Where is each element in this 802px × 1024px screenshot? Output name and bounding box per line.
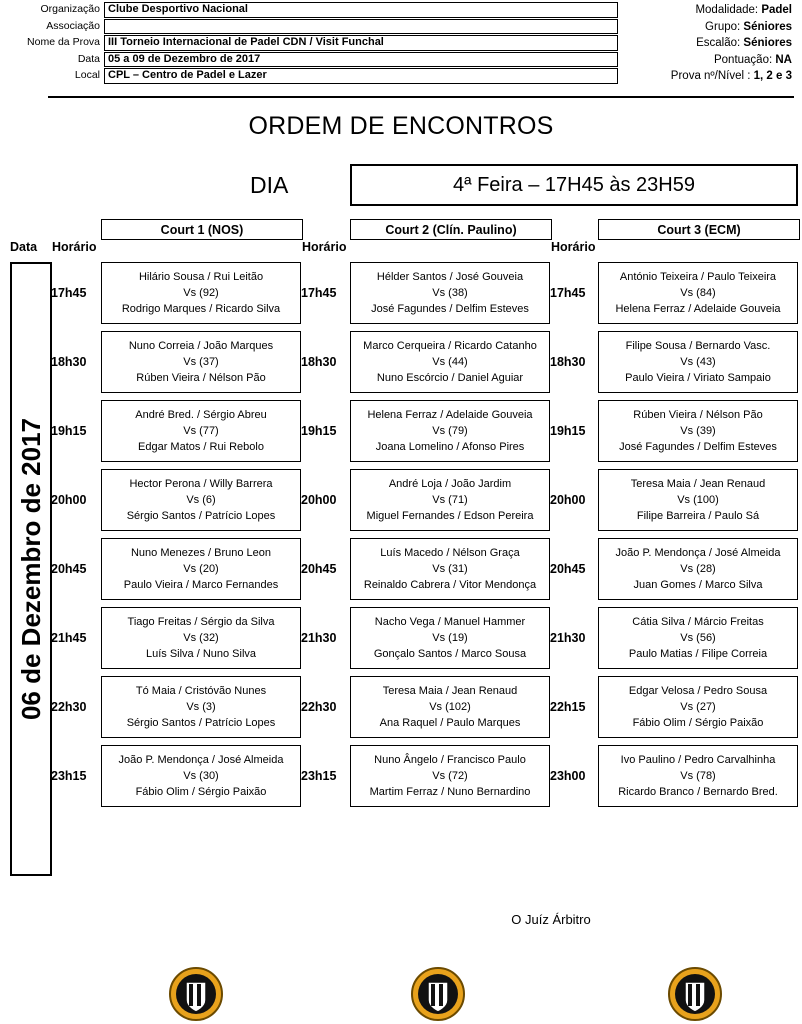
header-meta-prova-nivel — [612, 68, 792, 85]
header-meta — [612, 2, 792, 85]
match-vs: Vs (28) — [680, 563, 716, 575]
time-cell: 19h15 — [301, 424, 337, 438]
match-team2: José Fagundes / Delfim Esteves — [371, 303, 529, 315]
header-field-local — [8, 68, 618, 84]
match-cell — [598, 538, 798, 600]
header-field-data — [8, 52, 618, 68]
match-team1: Hélder Santos / José Gouveia — [376, 271, 524, 283]
header-meta-escalao — [612, 35, 792, 52]
match-team1: André Loja / João Jardim — [388, 478, 512, 490]
match-team2: Reinaldo Cabrera / Vitor Mendonça — [363, 579, 537, 591]
match-team2: Paulo Vieira / Marco Fernandes — [123, 579, 279, 591]
time-cell: 19h15 — [550, 424, 586, 438]
header-meta-label-prova-nivel: Prova nº/Nível : — [670, 70, 751, 82]
match-team1: Cátia Silva / Márcio Freitas — [632, 616, 764, 628]
match-cell — [101, 400, 301, 462]
header-fields — [8, 2, 618, 85]
match-vs: Vs (78) — [680, 770, 716, 782]
match-team1: Hilário Sousa / Rui Leitão — [138, 271, 264, 283]
match-cell — [101, 745, 301, 807]
match-cell — [101, 331, 301, 393]
match-cell — [598, 262, 798, 324]
match-team2: Paulo Vieira / Viriato Sampaio — [625, 372, 771, 384]
match-vs: Vs (77) — [183, 425, 219, 437]
match-cell — [350, 676, 550, 738]
time-cell: 20h45 — [51, 562, 87, 576]
header-label-data: Data — [77, 52, 100, 65]
match-vs: Vs (19) — [432, 632, 468, 644]
time-column-2 — [301, 262, 345, 814]
time-cell: 22h15 — [550, 700, 586, 714]
signature-label: O Juíz Árbitro — [511, 912, 591, 927]
match-vs: Vs (102) — [429, 701, 471, 713]
match-cell — [598, 469, 798, 531]
match-team1: Edgar Velosa / Pedro Sousa — [628, 685, 768, 697]
header-value-nome-prova: III Torneio Internacional de Padel CDN / Visit Funchal — [104, 35, 618, 51]
match-vs: Vs (92) — [183, 287, 219, 299]
time-column-3 — [550, 262, 594, 814]
header-value-associacao — [104, 19, 618, 35]
match-team2: Joana Lomelino / Afonso Pires — [375, 441, 525, 453]
match-team1: Filipe Sousa / Bernardo Vasc. — [625, 340, 771, 352]
match-team2: Fábio Olim / Sérgio Paixão — [135, 786, 267, 798]
match-team1: Helena Ferraz / Adelaide Gouveia — [367, 409, 533, 421]
match-team2: Sérgio Santos / Patrício Lopes — [126, 717, 276, 729]
match-team2: Rodrigo Marques / Ricardo Silva — [121, 303, 281, 315]
header-label-organizacao: Organização — [40, 3, 100, 15]
time-cell: 20h45 — [301, 562, 337, 576]
match-vs: Vs (72) — [432, 770, 468, 782]
header-label-associacao: Associação — [46, 19, 100, 32]
match-team1: Tiago Freitas / Sérgio da Silva — [127, 616, 275, 628]
match-team2: Fábio Olim / Sérgio Paixão — [632, 717, 764, 729]
match-vs: Vs (38) — [432, 287, 468, 299]
header-meta-value-prova-nivel: 1, 2 e 3 — [753, 70, 792, 82]
match-team2: Miguel Fernandes / Edson Pereira — [366, 510, 534, 522]
match-team2: Edgar Matos / Rui Rebolo — [138, 441, 264, 453]
header-meta-label-escalao: Escalão: — [696, 37, 741, 49]
match-team1: Nacho Vega / Manuel Hammer — [374, 616, 526, 628]
match-team1: Nuno Ângelo / Francisco Paulo — [374, 754, 526, 766]
match-team1: António Teixeira / Paulo Teixeira — [619, 271, 777, 283]
match-team1: Nuno Menezes / Bruno Leon — [130, 547, 272, 559]
court-header-1: Court 1 (NOS) — [101, 219, 303, 240]
match-vs: Vs (3) — [186, 701, 216, 713]
match-vs: Vs (43) — [680, 356, 716, 368]
match-cell — [350, 538, 550, 600]
time-cell: 20h00 — [301, 493, 337, 507]
time-cell: 22h30 — [301, 700, 337, 714]
match-vs: Vs (37) — [183, 356, 219, 368]
document-header — [0, 0, 802, 100]
time-cell: 22h30 — [51, 700, 87, 714]
match-vs: Vs (56) — [680, 632, 716, 644]
match-vs: Vs (32) — [183, 632, 219, 644]
header-meta-pontuacao — [612, 52, 792, 69]
time-cell: 23h15 — [51, 769, 87, 783]
header-field-associacao — [8, 19, 618, 35]
date-column — [10, 262, 52, 876]
match-team1: João P. Mendonça / José Almeida — [118, 754, 284, 766]
time-cell: 19h15 — [51, 424, 87, 438]
match-team1: Hector Perona / Willy Barrera — [129, 478, 273, 490]
club-crest-icon — [168, 966, 224, 1022]
time-cell: 18h30 — [301, 355, 337, 369]
match-team1: Teresa Maia / Jean Renaud — [630, 478, 766, 490]
match-column-2 — [350, 262, 550, 814]
match-vs: Vs (44) — [432, 356, 468, 368]
match-vs: Vs (20) — [183, 563, 219, 575]
time-column-1 — [51, 262, 95, 814]
match-team1: Rúben Vieira / Nélson Pão — [633, 409, 763, 421]
header-meta-label-grupo: Grupo: — [705, 20, 741, 33]
header-meta-grupo — [612, 19, 792, 36]
time-cell: 18h30 — [51, 355, 87, 369]
match-team1: Nuno Correia / João Marques — [128, 340, 274, 352]
header-meta-value-pontuacao: NA — [775, 53, 792, 66]
match-team2: Filipe Barreira / Paulo Sá — [636, 510, 760, 522]
time-cell: 21h30 — [550, 631, 586, 645]
time-cell: 20h00 — [51, 493, 87, 507]
court-header-2: Court 2 (Clín. Paulino) — [350, 219, 552, 240]
match-cell — [598, 400, 798, 462]
header-meta-label-pontuacao: Pontuação: — [713, 53, 773, 66]
time-cell: 17h45 — [550, 286, 586, 300]
match-team1: André Bred. / Sérgio Abreu — [135, 409, 267, 421]
court-header-3: Court 3 (ECM) — [598, 219, 800, 240]
header-meta-value-escalao: Séniores — [743, 37, 792, 49]
match-cell — [101, 607, 301, 669]
header-meta-modalidade — [612, 2, 792, 19]
match-team2: Sérgio Santos / Patrício Lopes — [126, 510, 276, 522]
match-column-1 — [101, 262, 301, 814]
match-team2: Martim Ferraz / Nuno Bernardino — [369, 786, 531, 798]
match-cell — [350, 745, 550, 807]
match-vs: Vs (71) — [432, 494, 468, 506]
match-vs: Vs (79) — [432, 425, 468, 437]
match-cell — [350, 469, 550, 531]
time-cell: 18h30 — [550, 355, 586, 369]
match-team2: Gonçalo Santos / Marco Sousa — [373, 648, 527, 660]
match-column-3 — [598, 262, 798, 814]
time-cell: 23h15 — [301, 769, 337, 783]
column-label-horario-2: Horário — [302, 240, 347, 254]
match-team1: Marco Cerqueira / Ricardo Catanho — [363, 340, 537, 352]
club-crest-icon — [410, 966, 466, 1022]
date-vertical-text: 06 de Dezembro de 2017 — [15, 417, 46, 721]
footer-logos — [0, 966, 802, 1024]
time-cell: 17h45 — [51, 286, 87, 300]
match-cell — [598, 676, 798, 738]
header-label-nome-prova: Nome da Prova — [27, 36, 100, 48]
match-cell — [598, 607, 798, 669]
header-meta-value-modalidade: Padel — [761, 4, 792, 16]
column-label-data: Data — [10, 240, 38, 254]
match-cell — [101, 676, 301, 738]
match-team1: Luís Macedo / Nélson Graça — [380, 547, 520, 559]
match-cell — [101, 538, 301, 600]
match-team2: Nuno Escórcio / Daniel Aguiar — [376, 372, 524, 384]
match-team1: Teresa Maia / Jean Renaud — [382, 685, 518, 697]
page-title: ORDEM DE ENCONTROS — [248, 112, 554, 140]
match-cell — [101, 262, 301, 324]
match-cell — [598, 331, 798, 393]
match-cell — [350, 607, 550, 669]
match-team2: Paulo Matias / Filipe Correia — [628, 648, 768, 660]
header-label-local: Local — [74, 69, 100, 81]
match-team2: Ricardo Branco / Bernardo Bred. — [618, 786, 778, 798]
column-label-horario-1: Horário — [52, 240, 97, 254]
header-value-organizacao: Clube Desportivo Nacional — [104, 2, 618, 18]
time-cell: 21h30 — [301, 631, 337, 645]
dia-label: DIA — [250, 172, 289, 198]
dia-value-box: 4ª Feira – 17H45 às 23H59 — [350, 164, 798, 206]
time-cell: 20h00 — [550, 493, 586, 507]
match-team2: Ana Raquel / Paulo Marques — [379, 717, 521, 729]
time-cell: 17h45 — [301, 286, 337, 300]
header-divider — [48, 96, 794, 98]
club-crest-icon — [667, 966, 723, 1022]
time-cell: 23h00 — [550, 769, 586, 783]
match-team1: Tó Maia / Cristóvão Nunes — [135, 685, 267, 697]
match-vs: Vs (6) — [186, 494, 216, 506]
match-team1: João P. Mendonça / José Almeida — [615, 547, 781, 559]
header-value-data: 05 a 09 de Dezembro de 2017 — [104, 52, 618, 68]
match-team2: Juan Gomes / Marco Silva — [633, 579, 763, 591]
signature-line — [0, 912, 802, 927]
header-value-local: CPL – Centro de Padel e Lazer — [104, 68, 618, 84]
match-cell — [350, 331, 550, 393]
header-meta-value-grupo: Séniores — [743, 20, 792, 33]
header-field-nome-prova — [8, 35, 618, 51]
time-cell: 21h45 — [51, 631, 87, 645]
match-team1: Ivo Paulino / Pedro Carvalhinha — [620, 754, 776, 766]
match-vs: Vs (39) — [680, 425, 716, 437]
match-vs: Vs (100) — [677, 494, 719, 506]
header-field-organizacao — [8, 2, 618, 18]
column-label-horario-3: Horário — [551, 240, 596, 254]
match-cell — [598, 745, 798, 807]
match-vs: Vs (31) — [432, 563, 468, 575]
match-cell — [350, 400, 550, 462]
header-meta-label-modalidade: Modalidade: — [695, 4, 759, 16]
match-vs: Vs (27) — [680, 701, 716, 713]
match-cell — [350, 262, 550, 324]
match-cell — [101, 469, 301, 531]
match-team2: Helena Ferraz / Adelaide Gouveia — [615, 303, 781, 315]
match-team2: Rúben Vieira / Nélson Pão — [136, 372, 266, 384]
match-team2: José Fagundes / Delfim Esteves — [619, 441, 777, 453]
match-vs: Vs (30) — [183, 770, 219, 782]
match-vs: Vs (84) — [680, 287, 716, 299]
match-team2: Luís Silva / Nuno Silva — [145, 648, 257, 660]
time-cell: 20h45 — [550, 562, 586, 576]
